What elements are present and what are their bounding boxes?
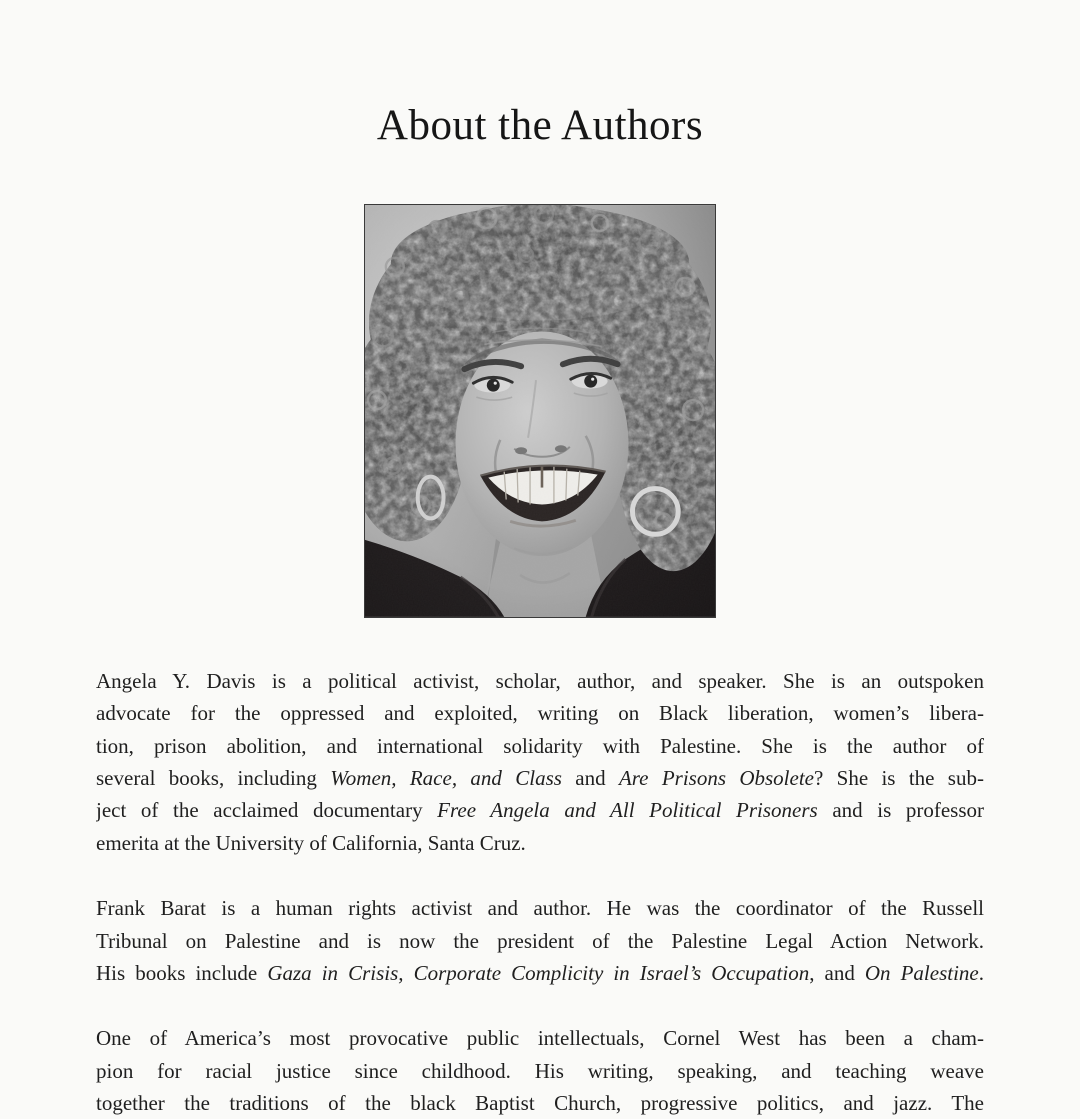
book-title-italic: Are Prisons Obsolete xyxy=(618,765,814,790)
about-authors-text xyxy=(96,665,984,1119)
text-segment: emerita at the University of California, Santa Cruz. xyxy=(96,830,526,855)
portrait-photo-illustration xyxy=(365,205,715,617)
text-segment: Frank Barat is a human rights activist and author. He was the coordinator of the Russell xyxy=(96,896,984,921)
author-paragraph xyxy=(96,665,984,859)
text-segment: ject of the acclaimed documentary xyxy=(96,798,438,823)
text-line xyxy=(96,925,984,957)
text-line xyxy=(96,892,984,924)
book-title-italic: Gaza in Crisis, Corporate Complicity in Israel’s Occupation xyxy=(267,960,810,985)
text-segment: . xyxy=(978,960,984,985)
text-segment: several books, including xyxy=(96,765,331,790)
text-line xyxy=(96,1055,984,1087)
text-line xyxy=(96,730,984,762)
text-segment: His books include xyxy=(96,960,268,985)
text-segment: , and xyxy=(809,960,865,985)
text-line xyxy=(96,827,984,859)
text-segment: and is professor xyxy=(817,798,984,823)
text-segment: and xyxy=(561,765,619,790)
book-title-italic: Women, Race, and Class xyxy=(330,765,562,790)
page-title: About the Authors xyxy=(376,101,704,149)
text-segment: advocate for the oppressed and exploited, writing on Black liberation, women’s libera- xyxy=(96,701,984,726)
text-segment: Angela Y. Davis is a political activist, scholar, author, and speaker. She is an outspoken xyxy=(96,668,984,693)
text-line xyxy=(96,957,984,989)
text-segment: ? She is the sub- xyxy=(813,765,984,790)
text-line xyxy=(96,762,984,794)
book-page xyxy=(0,29,1080,1116)
text-segment: pion for racial justice since childhood. His writing, speaking, and teaching weave xyxy=(96,1058,984,1083)
text-line xyxy=(96,1087,984,1119)
text-segment: One of America’s most provocative public intellectuals, Cornel West has been a cham- xyxy=(96,1026,984,1051)
text-line xyxy=(96,697,984,729)
author-photo xyxy=(364,204,716,618)
text-segment: together the traditions of the black Baptist Church, progressive politics, and jazz. The xyxy=(96,1091,984,1116)
author-paragraph xyxy=(96,1022,984,1119)
text-segment: tion, prison abolition, and international solidarity with Palestine. She is the author of xyxy=(96,733,984,758)
book-title-italic: Free Angela and All Political Prisoners xyxy=(437,798,818,823)
book-title-italic: On Palestine xyxy=(864,960,979,985)
text-line xyxy=(96,794,984,826)
author-paragraph xyxy=(96,892,984,989)
text-segment: Tribunal on Palestine and is now the president of the Palestine Legal Action Network. xyxy=(96,928,984,953)
text-line xyxy=(96,665,984,697)
text-line xyxy=(96,1022,984,1054)
